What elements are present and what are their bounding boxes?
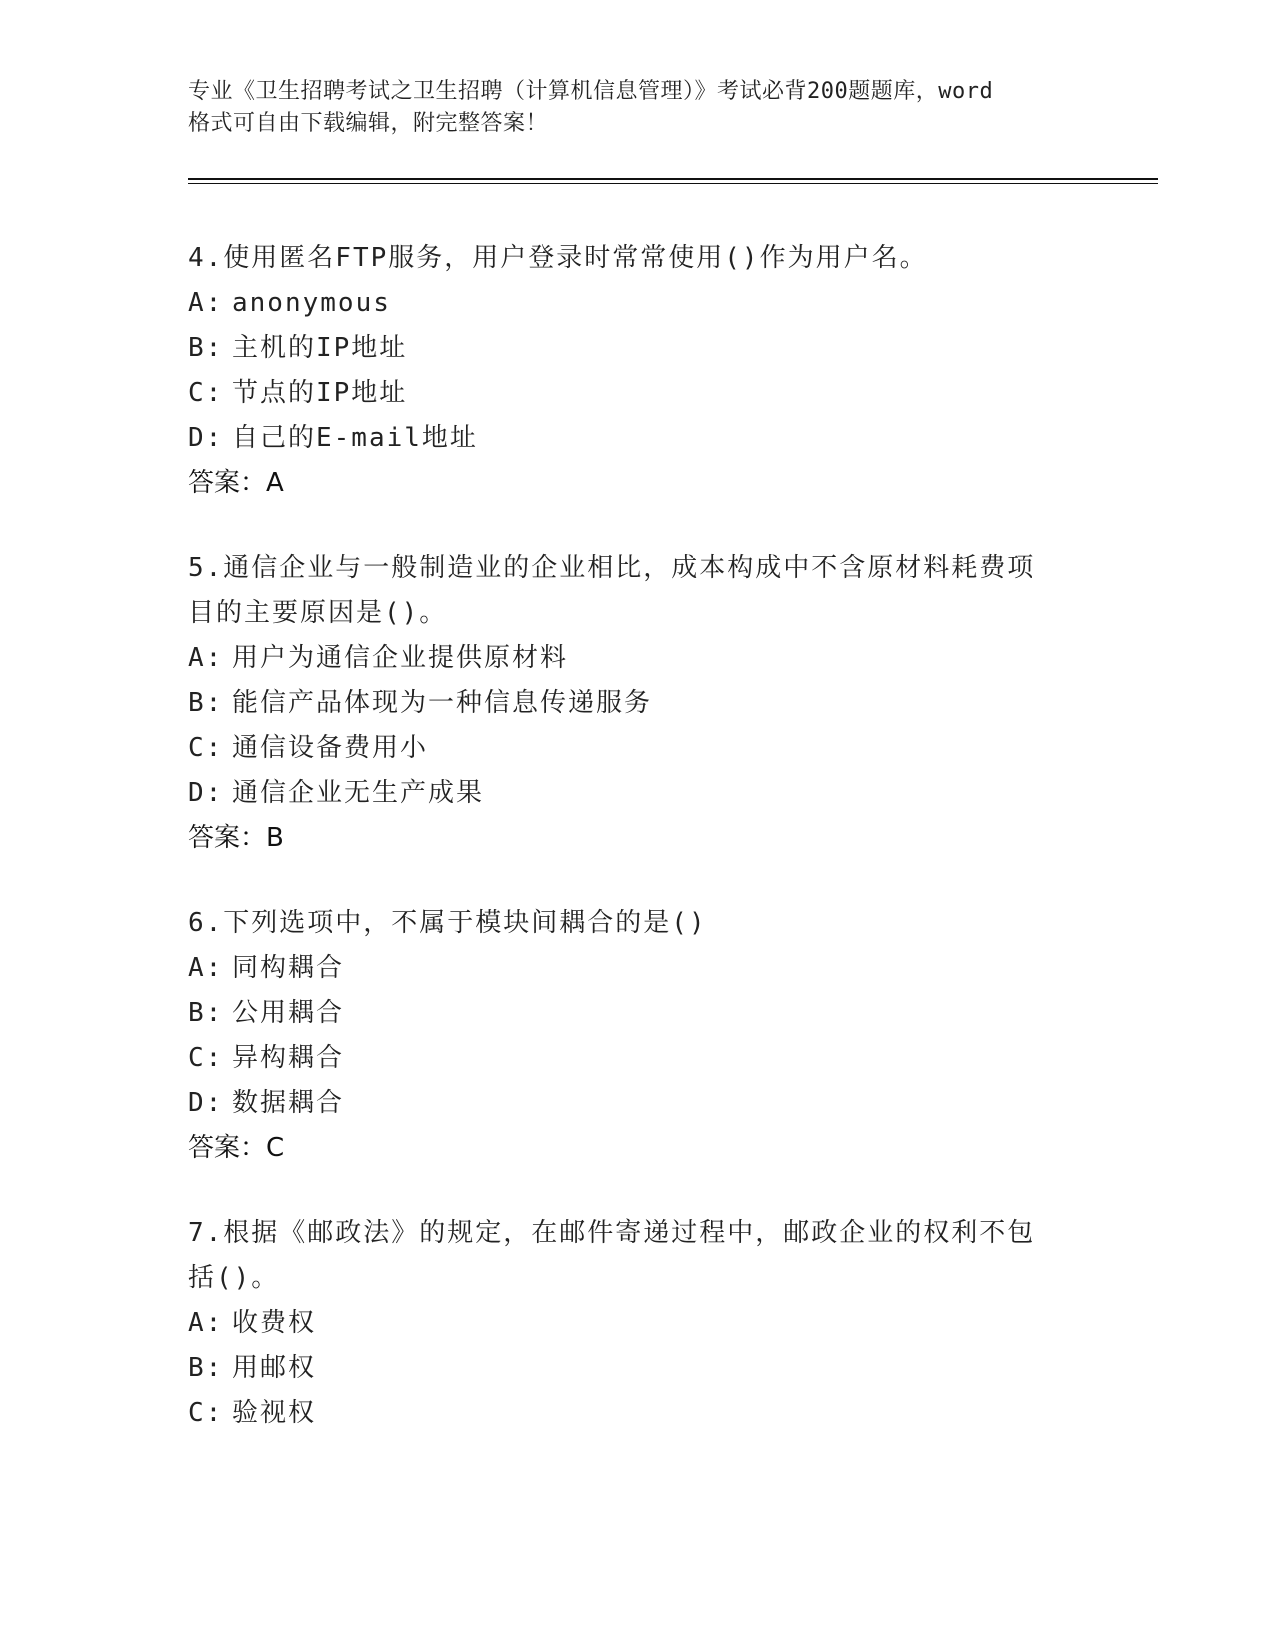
question-stem-line: 目的主要原因是()。 bbox=[188, 598, 448, 628]
question-block bbox=[188, 1211, 1088, 1436]
option-text: 能信产品体现为一种信息传递服务 bbox=[232, 688, 653, 718]
answer-option bbox=[188, 1036, 1088, 1081]
option-letter: C: bbox=[188, 1398, 224, 1428]
question-block bbox=[188, 236, 1088, 506]
question-stem-line: 4.使用匿名FTP服务，用户登录时常常使用()作为用户名。 bbox=[188, 243, 928, 273]
answer-option bbox=[188, 636, 1088, 681]
header-title-line-2: 格式可自由下载编辑，附完整答案！ bbox=[188, 111, 549, 136]
answer-option bbox=[188, 1391, 1088, 1436]
question-block bbox=[188, 546, 1088, 861]
option-letter: C: bbox=[188, 378, 224, 408]
answer-key: 答案：C bbox=[188, 1133, 285, 1163]
option-letter: A: bbox=[188, 288, 224, 318]
option-text: 验视权 bbox=[232, 1398, 317, 1428]
option-text: 通信设备费用小 bbox=[232, 733, 429, 763]
header-title-line-1: 专业《卫生招聘考试之卫生招聘（计算机信息管理）》考试必背200题题库，word bbox=[188, 79, 994, 104]
answer-option bbox=[188, 771, 1088, 816]
header-divider-thin bbox=[188, 183, 1158, 184]
question-stem-line: 6.下列选项中，不属于模块间耦合的是() bbox=[188, 908, 707, 938]
header-divider-thick bbox=[188, 178, 1158, 180]
option-letter: B: bbox=[188, 333, 224, 363]
answer-option bbox=[188, 1346, 1088, 1391]
option-letter: B: bbox=[188, 1353, 224, 1383]
answer-option bbox=[188, 991, 1088, 1036]
option-text: 节点的IP地址 bbox=[232, 378, 408, 408]
option-letter: A: bbox=[188, 953, 224, 983]
option-text: 收费权 bbox=[232, 1308, 317, 1338]
option-letter: D: bbox=[188, 423, 224, 453]
option-text: 主机的IP地址 bbox=[232, 333, 408, 363]
option-text: 自己的E-mail地址 bbox=[232, 423, 478, 453]
option-text: 用邮权 bbox=[232, 1353, 317, 1383]
answer-option bbox=[188, 371, 1088, 416]
option-letter: C: bbox=[188, 1043, 224, 1073]
option-text: 用户为通信企业提供原材料 bbox=[232, 643, 569, 673]
document-header bbox=[188, 76, 1088, 140]
option-text: 同构耦合 bbox=[232, 953, 345, 983]
option-letter: D: bbox=[188, 1088, 224, 1118]
question-block bbox=[188, 901, 1088, 1171]
question-list bbox=[188, 236, 1088, 1476]
answer-option bbox=[188, 1081, 1088, 1126]
answer-option bbox=[188, 416, 1088, 461]
option-text: anonymous bbox=[232, 288, 391, 318]
answer-key: 答案：B bbox=[188, 823, 284, 853]
answer-option bbox=[188, 946, 1088, 991]
option-letter: D: bbox=[188, 778, 224, 808]
option-text: 异构耦合 bbox=[232, 1043, 345, 1073]
option-letter: A: bbox=[188, 1308, 224, 1338]
answer-option bbox=[188, 726, 1088, 771]
answer-option bbox=[188, 681, 1088, 726]
option-text: 数据耦合 bbox=[232, 1088, 345, 1118]
answer-option bbox=[188, 326, 1088, 371]
answer-option bbox=[188, 1301, 1088, 1346]
option-letter: B: bbox=[188, 998, 224, 1028]
option-letter: C: bbox=[188, 733, 224, 763]
answer-key: 答案：A bbox=[188, 468, 284, 498]
answer-option bbox=[188, 281, 1088, 326]
question-stem-line: 7.根据《邮政法》的规定，在邮件寄递过程中，邮政企业的权利不包 bbox=[188, 1218, 1036, 1248]
option-text: 通信企业无生产成果 bbox=[232, 778, 485, 808]
option-letter: B: bbox=[188, 688, 224, 718]
option-letter: A: bbox=[188, 643, 224, 673]
option-text: 公用耦合 bbox=[232, 998, 345, 1028]
question-stem-line: 括()。 bbox=[188, 1263, 280, 1293]
question-stem-line: 5.通信企业与一般制造业的企业相比，成本构成中不含原材料耗费项 bbox=[188, 553, 1036, 583]
